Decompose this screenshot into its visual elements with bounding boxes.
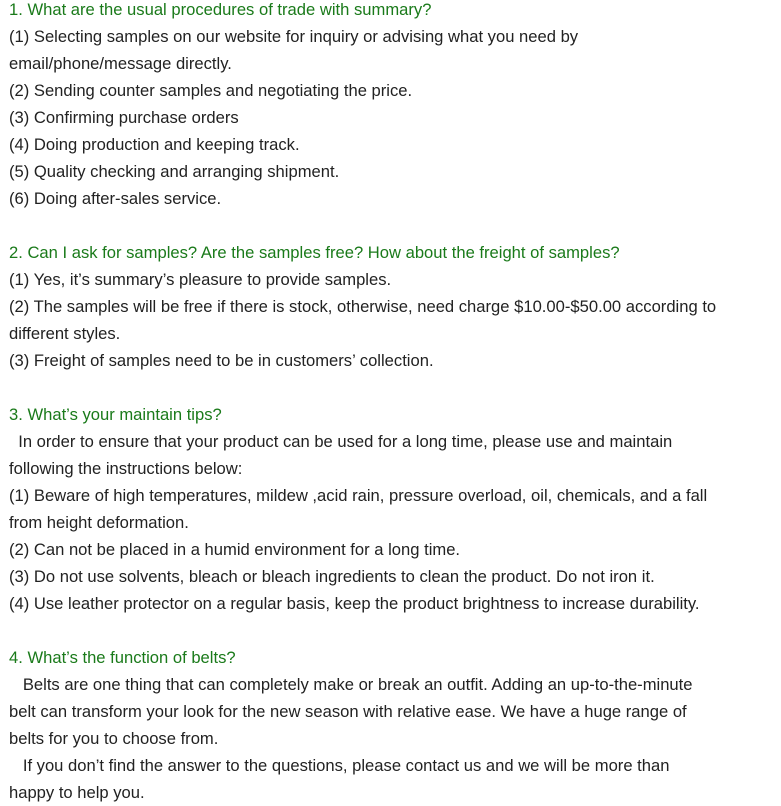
section-spacer [9,617,779,644]
faq-question-3: 3. What’s your maintain tips? [9,405,222,424]
faq-answer-line: (2) Can not be placed in a humid environment for a long time. [9,540,461,559]
faq-answer-line: belts for you to choose from. [9,729,219,748]
faq-answer-line: (2) Sending counter samples and negotiating the price. [9,81,413,100]
section-spacer [9,212,779,239]
faq-section-3 [9,401,779,617]
faq-answer-line: (1) Yes, it’s summary’s pleasure to provide samples. [9,270,392,289]
faq-answer-line: (2) The samples will be free if there is stock, otherwise, need charge $10.00-$50.00 according to [9,297,717,316]
faq-answer-line: (6) Doing after-sales service. [9,189,222,208]
faq-answer-line: In order to ensure that your product can be used for a long time, please use and maintain [9,432,673,451]
section-spacer [9,374,779,401]
faq-answer-line: If you don’t find the answer to the questions, please contact us and we will be more than [9,756,670,775]
faq-answer-line: (4) Doing production and keeping track. [9,135,300,154]
faq-answer-line: (1) Beware of high temperatures, mildew ,acid rain, pressure overload, oil, chemicals, and a fall [9,486,708,505]
faq-answer-line: (4) Use leather protector on a regular basis, keep the product brightness to increase durability. [9,594,700,613]
faq-answer-line: from height deformation. [9,513,189,532]
faq-section-4 [9,644,779,806]
faq-answer-line: (3) Do not use solvents, bleach or bleach ingredients to clean the product. Do not iron it. [9,567,655,586]
faq-section-2 [9,239,779,374]
faq-question-1: 1. What are the usual procedures of trade with summary? [9,0,432,19]
faq-answer-line: Belts are one thing that can completely make or break an outfit. Adding an up-to-the-minute [9,675,693,694]
faq-content [9,0,779,806]
faq-answer-line: (5) Quality checking and arranging shipment. [9,162,340,181]
faq-question-2: 2. Can I ask for samples? Are the samples free? How about the freight of samples? [9,243,620,262]
faq-answer-line: following the instructions below: [9,459,243,478]
faq-answer-line: (3) Freight of samples need to be in customers’ collection. [9,351,434,370]
faq-answer-line: (3) Confirming purchase orders [9,108,239,127]
faq-answer-line: different styles. [9,324,121,343]
faq-answer-line: email/phone/message directly. [9,54,232,73]
faq-answer-line: (1) Selecting samples on our website for inquiry or advising what you need by [9,27,579,46]
faq-question-4: 4. What’s the function of belts? [9,648,236,667]
faq-answer-line: happy to help you. [9,783,145,802]
faq-section-1 [9,0,779,212]
faq-answer-line: belt can transform your look for the new season with relative ease. We have a huge range of [9,702,687,721]
